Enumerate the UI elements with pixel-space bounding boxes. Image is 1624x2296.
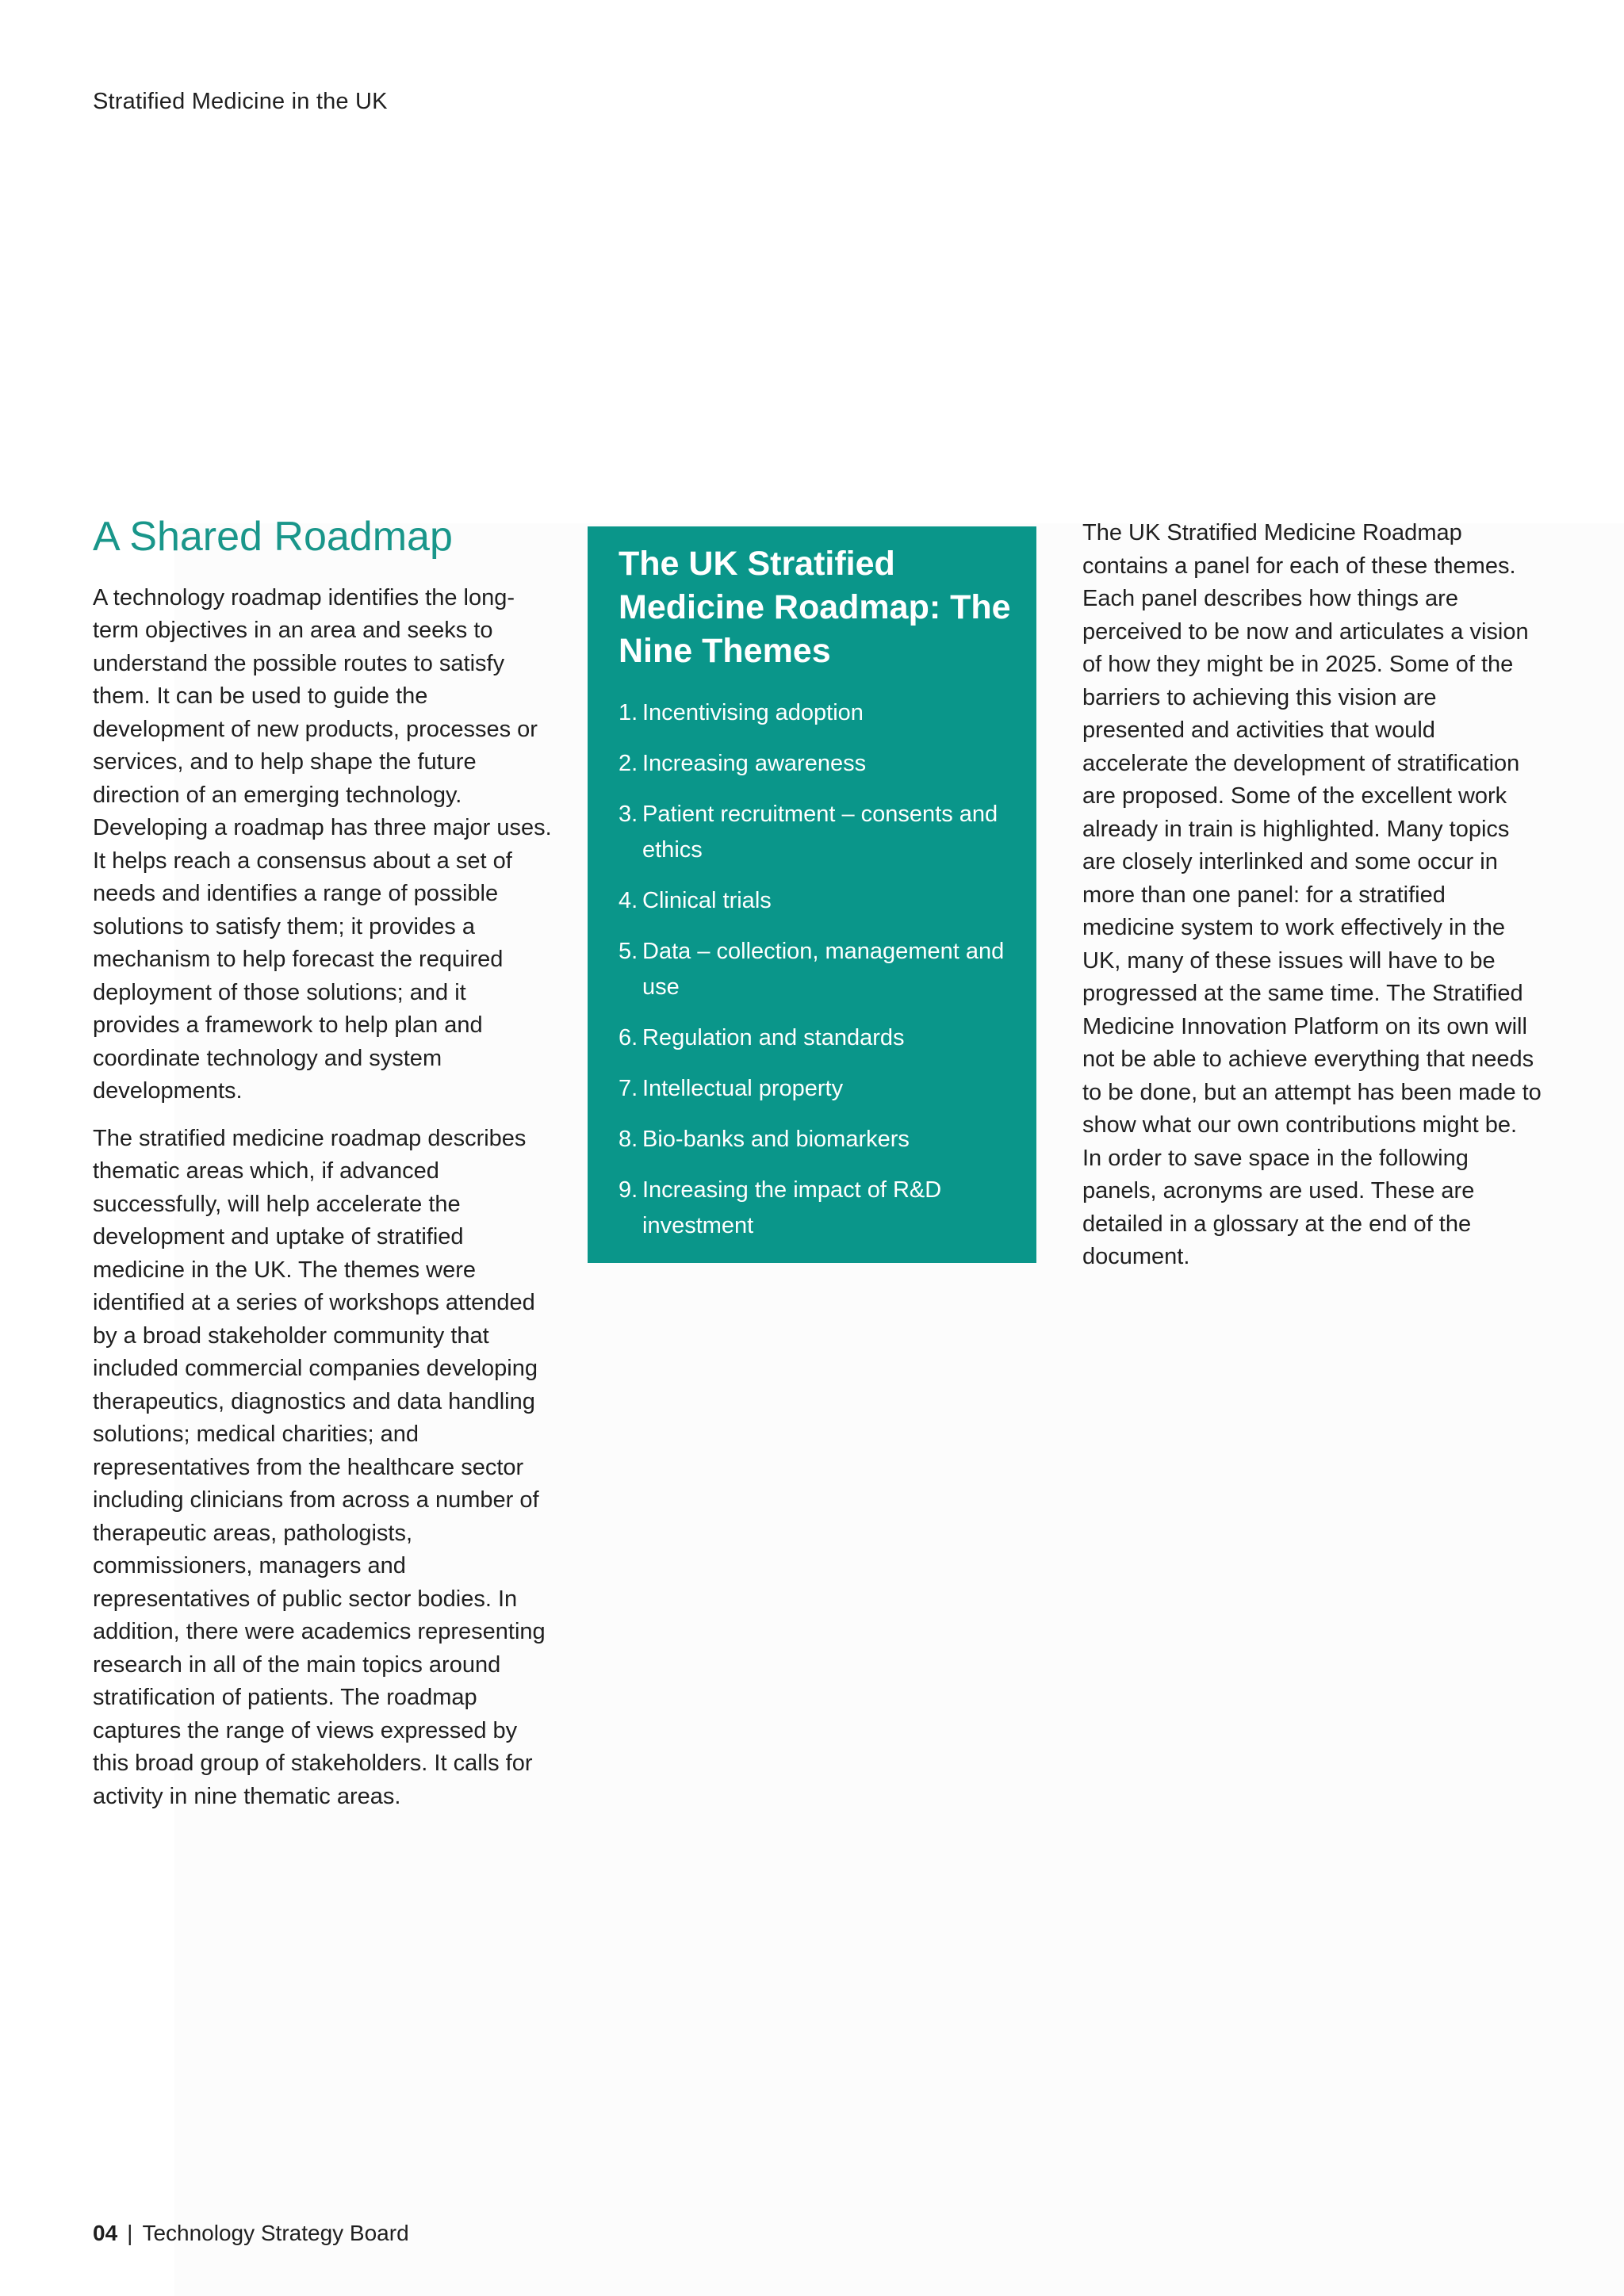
theme-item: [619, 1122, 1017, 1158]
theme-text: Data – collection, management and use: [642, 939, 1005, 1000]
footer-separator: |: [127, 2221, 133, 2245]
theme-item: [619, 1071, 1017, 1107]
theme-text: Patient recruitment – consents and ethics: [642, 802, 998, 863]
theme-item: [619, 797, 1017, 868]
theme-number: 2.: [619, 751, 638, 776]
theme-item: [619, 746, 1017, 782]
body-paragraph: The stratified medicine roadmap describes thematic areas which, if advanced successfully, will help accelerate the development and uptake of stratified medicine in the UK. The themes were identified at a series of workshops attended by a broad stakeholder community that included commercial companies developing therapeutics, diagnostics and data handling solutions; medical charities; and representatives from the healthcare sector including clinicians from across a number of therapeutic areas, pathologists, commissioners, managers and representatives of public sector bodies. In addition, there were academics representing research in all of the main topics around stratification of patients. The roadmap captures the range of views expressed by this broad group of stakeholders. It calls for activity in nine thematic areas.: [93, 1125, 546, 1809]
page-number: 04: [93, 2221, 118, 2245]
themes-panel: [588, 526, 1036, 1263]
themes-panel-title: The UK Stratified Medicine Roadmap: The Nine Themes: [619, 545, 1011, 670]
page-footer: [93, 2221, 409, 2246]
theme-text: Clinical trials: [642, 888, 772, 913]
right-column: [1082, 517, 1542, 1274]
theme-text: Increasing awareness: [642, 751, 867, 776]
theme-item: [619, 934, 1017, 1005]
body-paragraph: The UK Stratified Medicine Roadmap contains a panel for each of these themes. Each panel describes how things are perceived to be now and articulates a vision of how they might be in 2025. Some of the barriers to achieving this vision are presented and activities that would accelerate the development of stratification are proposed. Some of the excellent work already in train is highlighted. Many topics are closely interlinked and some occur in more than one panel: for a stratified medicine system to work effectively in the UK, many of these issues will have to be progressed at the same time. The Stratified Medicine Innovation Platform on its own will not be able to achieve everything that needs to be done, but an attempt has been made to show what our own contributions might be. In order to save space in the following panels, acronyms are used. These are detailed in a glossary at the end of the document.: [1082, 520, 1542, 1269]
themes-list: [619, 695, 1017, 1244]
section-title: A Shared Roadmap: [93, 514, 453, 560]
theme-text: Regulation and standards: [642, 1025, 905, 1050]
theme-number: 4.: [619, 888, 638, 913]
footer-organisation: Technology Strategy Board: [142, 2221, 409, 2245]
body-paragraph: A technology roadmap identifies the long-term objectives in an area and seeks to understand the possible routes to satisfy them. It can be used to guide the development of new products, processes or services, and to help shape the future direction of an emerging technology. Developing a roadmap has three major uses. It helps reach a consensus about a set of needs and identifies a range of possible solutions to satisfy them; it provides a mechanism to help forecast the required deployment of those solutions; and it provides a framework to help plan and coordinate technology and system developments.: [93, 584, 552, 1104]
theme-number: 5.: [619, 939, 638, 964]
theme-number: 7.: [619, 1076, 638, 1101]
theme-number: 1.: [619, 700, 638, 725]
theme-number: 6.: [619, 1025, 638, 1050]
theme-item: [619, 695, 1017, 731]
theme-item: [619, 1020, 1017, 1056]
theme-item: [619, 1173, 1017, 1244]
theme-text: Increasing the impact of R&D investment: [642, 1177, 942, 1238]
theme-number: 8.: [619, 1127, 638, 1152]
theme-number: 3.: [619, 802, 638, 827]
theme-text: Bio-banks and biomarkers: [642, 1127, 910, 1152]
theme-number: 9.: [619, 1177, 638, 1203]
left-column: [93, 514, 553, 1827]
theme-text: Incentivising adoption: [642, 700, 864, 725]
theme-text: Intellectual property: [642, 1076, 844, 1101]
running-header: Stratified Medicine in the UK: [93, 89, 388, 114]
theme-item: [619, 883, 1017, 919]
left-body: [93, 582, 553, 1814]
